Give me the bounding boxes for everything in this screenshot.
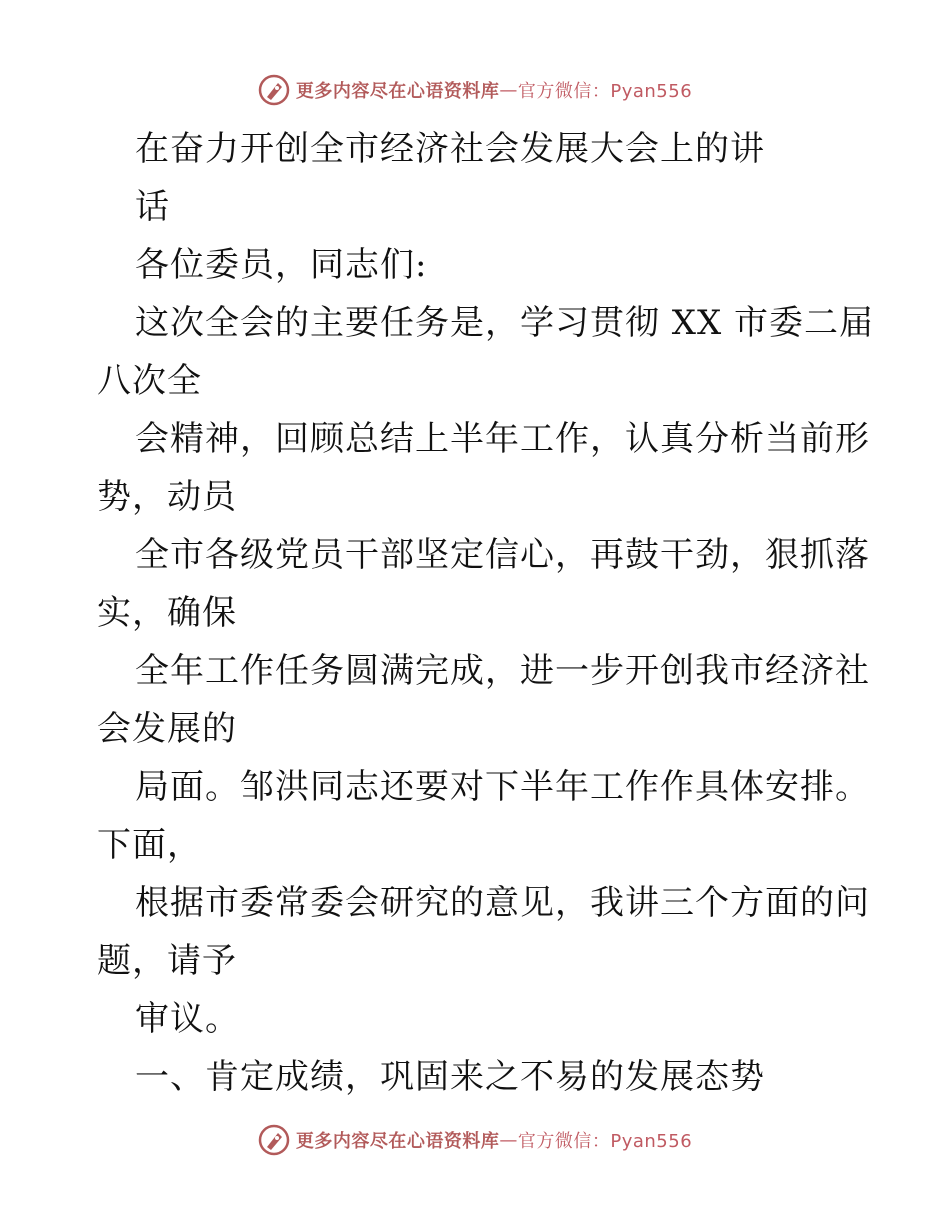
- doc-line: 下面，: [97, 825, 202, 865]
- doc-line: 全市各级党员干部坚定信心，再鼓干劲，狠抓落: [135, 535, 870, 575]
- doc-line: 会精神，回顾总结上半年工作，认真分析当前形: [135, 419, 870, 459]
- watermark-text: 更多内容尽在心语资料库: [295, 1131, 500, 1152]
- doc-line: 会发展的: [97, 709, 237, 749]
- pen-nib-logo-icon: [258, 1124, 290, 1156]
- doc-line: 局面。邹洪同志还要对下半年工作作具体安排。: [135, 767, 870, 807]
- doc-line: 八次全: [97, 361, 202, 401]
- doc-line: 题，请予: [97, 941, 237, 981]
- doc-line: 在奋力开创全市经济社会发展大会上的讲: [135, 129, 765, 169]
- watermark-contact: 官方微信：Pyan556: [517, 81, 693, 102]
- doc-line: 各位委员，同志们:: [135, 245, 428, 285]
- footer-watermark: [0, 1120, 950, 1160]
- watermark-separator: —: [499, 79, 518, 101]
- watermark-separator: —: [499, 1129, 518, 1151]
- doc-line: 审议。: [135, 999, 240, 1039]
- watermark-text: 更多内容尽在心语资料库: [295, 81, 500, 102]
- header-watermark: [0, 70, 950, 110]
- pen-nib-logo-icon: [258, 74, 290, 106]
- watermark-contact: 官方微信：Pyan556: [517, 1131, 693, 1152]
- doc-line: 话: [135, 187, 170, 227]
- doc-line: 根据市委常委会研究的意见，我讲三个方面的问: [135, 883, 870, 923]
- document-body: [97, 120, 875, 1106]
- doc-line: 势，动员: [97, 477, 237, 517]
- doc-line: 全年工作任务圆满完成，进一步开创我市经济社: [135, 651, 870, 691]
- doc-line: 实，确保: [97, 593, 237, 633]
- doc-line: 这次全会的主要任务是，学习贯彻 XX 市委二届: [135, 303, 875, 343]
- section-heading: 一、肯定成绩，巩固来之不易的发展态势: [135, 1057, 765, 1097]
